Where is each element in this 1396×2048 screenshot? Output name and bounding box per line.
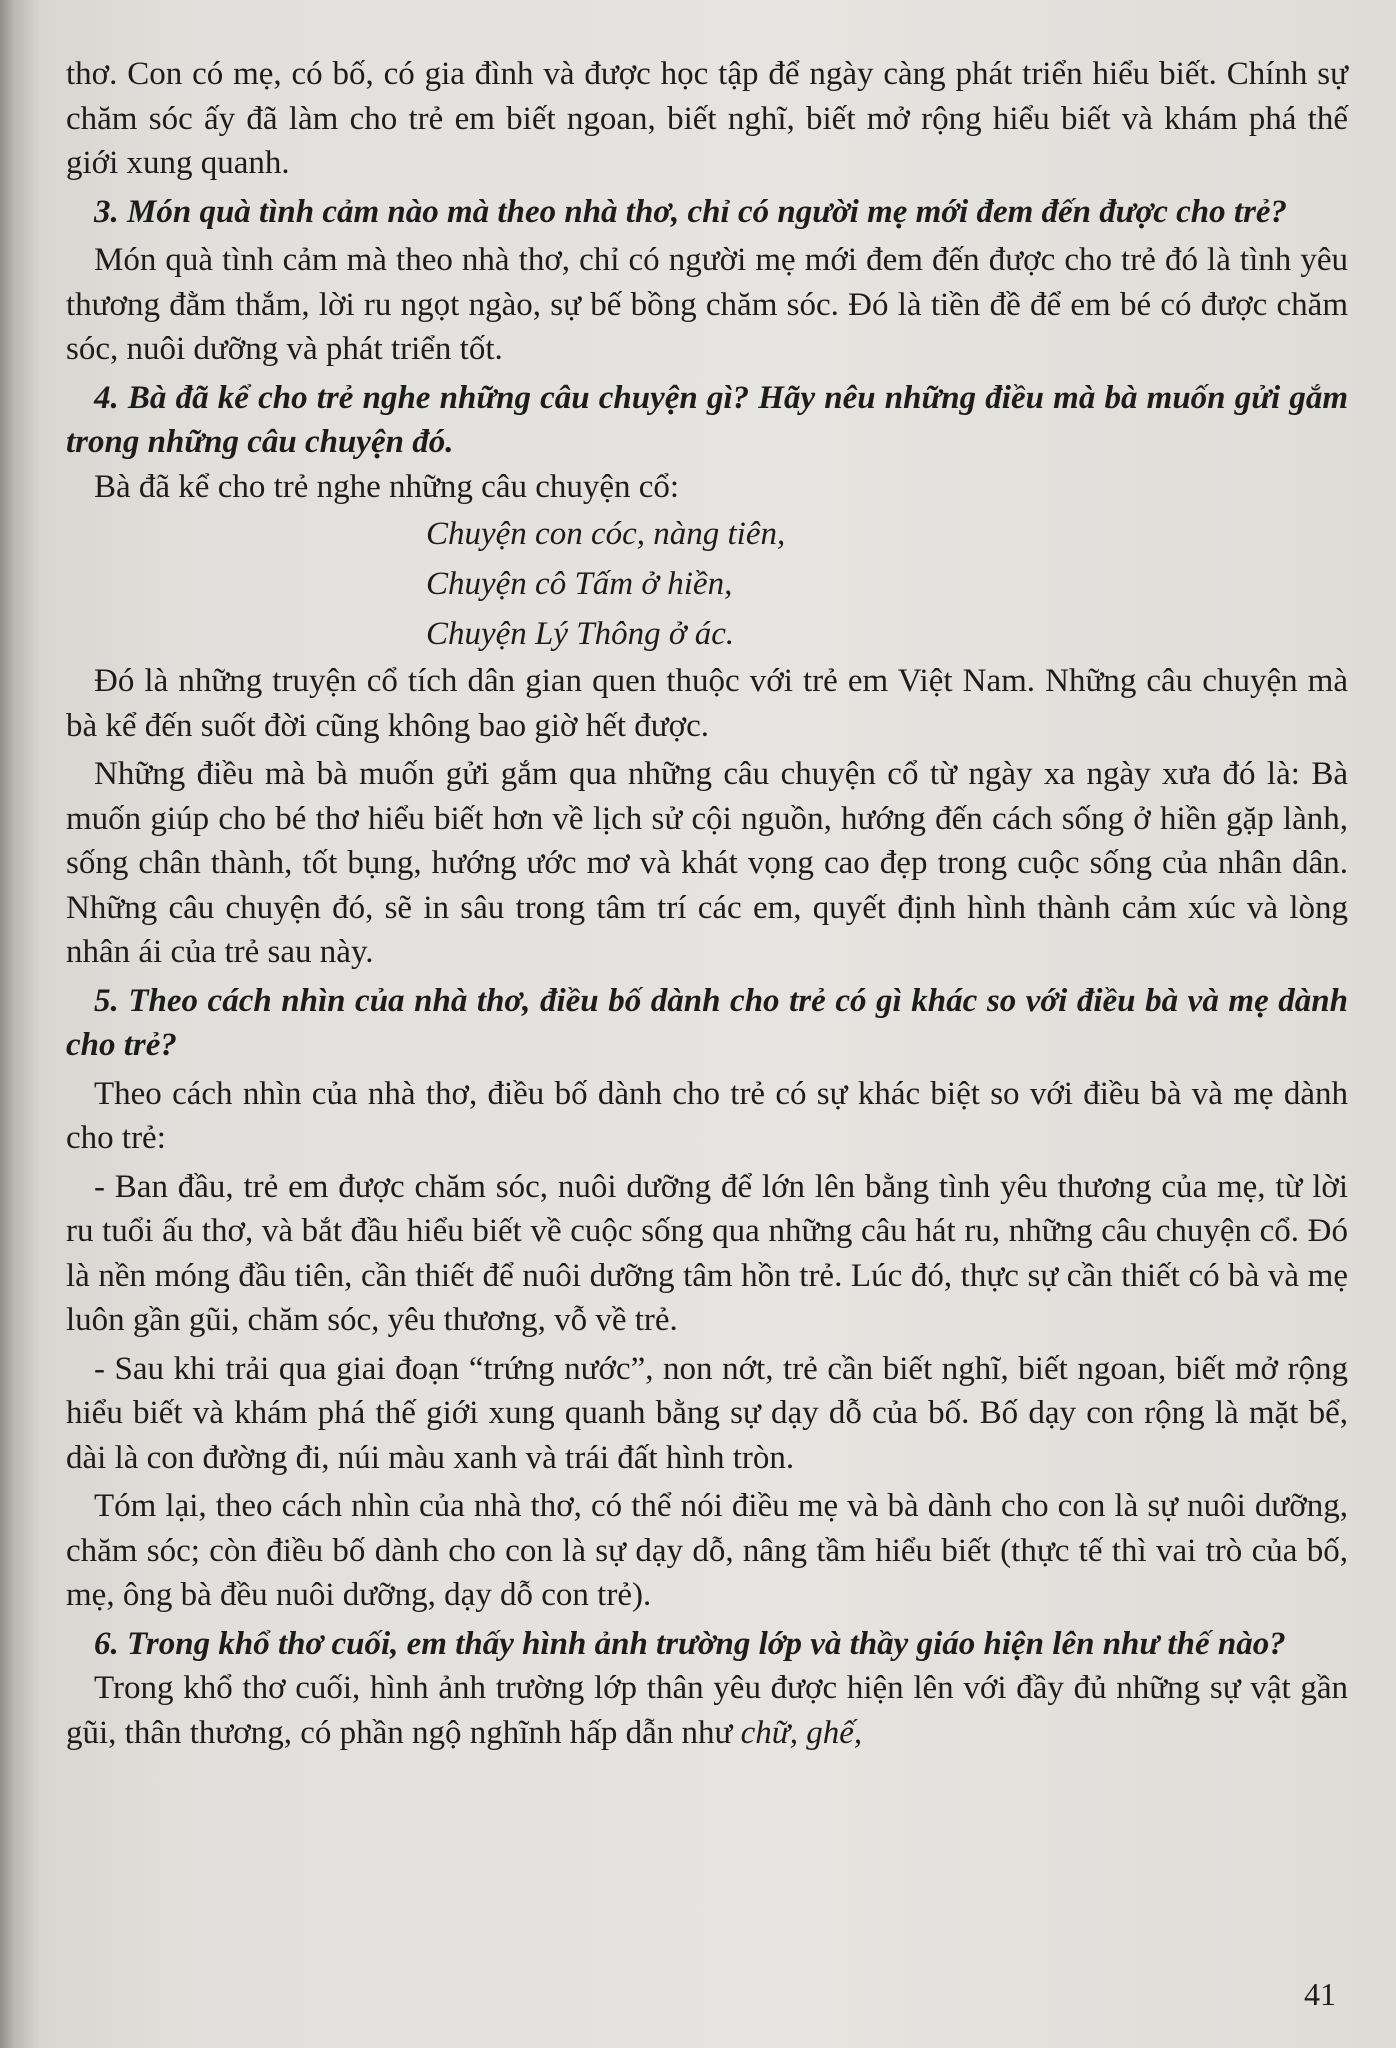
answer-4-paragraph-3: Những điều mà bà muốn gửi gắm qua những câu chuyện cổ từ ngày xa ngày xưa đó là: Bà muốn giúp cho bé thơ hiểu biết hơn về lịch sử cội nguồn, hướng đến cách sống ở hiền gặp lành, sống chân thành, tốt bụng, hướng ước mơ và khát vọng cao đẹp trong cuộc sống của nhân dân. Những câu chuyện đó, sẽ in sâu trong tâm trí các em, quyết định hình thành cảm xúc và lòng nhân ái của trẻ sau này. (66, 756, 1348, 970)
poem-line: Chuyện Lý Thông ở ác. (426, 616, 735, 652)
poem-line: Chuyện cô Tấm ở hiền, (426, 566, 733, 602)
answer-6-italic: chữ, ghế, (740, 1714, 863, 1751)
answer-6 (66, 1666, 1348, 1755)
question-6: 6. Trong khổ thơ cuối, em thấy hình ảnh trường lớp và thầy giáo hiện lên như thế nào? (94, 1625, 1286, 1662)
answer-4-paragraph-2: Đó là những truyện cổ tích dân gian quen thuộc với trẻ em Việt Nam. Những câu chuyện mà bà kể đến suốt đời cũng không bao giờ hết được. (66, 663, 1348, 744)
question-5: 5. Theo cách nhìn của nhà thơ, điều bố dành cho trẻ có gì khác so với điều bà và mẹ dành cho trẻ? (66, 982, 1348, 1063)
poem-quote (426, 509, 1348, 659)
answer-5-bullet-2: - Sau khi trải qua giai đoạn “trứng nước”, non nớt, trẻ cần biết nghĩ, biết ngoan, biết mở rộng hiểu biết và khám phá thế giới xung quanh bằng sự dạy dỗ của bố. Bố dạy con rộng là mặt bể, dài là con đường đi, núi màu xanh và trái đất hình tròn. (66, 1350, 1348, 1476)
answer-6-text: Trong khổ thơ cuối, hình ảnh trường lớp thân yêu được hiện lên với đầy đủ những sự vật gần gũi, thân thương, có phần ngộ nghĩnh hấp dẫn như (66, 1670, 1348, 1751)
poem-line: Chuyện con cóc, nàng tiên, (426, 516, 786, 552)
paragraph-continuation: thơ. Con có mẹ, có bố, có gia đình và được học tập để ngày càng phát triển hiểu biết. Chính sự chăm sóc ấy đã làm cho trẻ em biết ngoan, biết nghĩ, biết mở rộng hiểu biết và khám phá thế giới xung quanh. (66, 56, 1348, 181)
answer-3: Món quà tình cảm mà theo nhà thơ, chỉ có người mẹ mới đem đến được cho trẻ đó là tình yêu thương đằm thắm, lời ru ngọt ngào, sự bế bồng chăm sóc. Đó là tiền đề để em bé có được chăm sóc, nuôi dưỡng và phát triển tốt. (66, 242, 1348, 367)
answer-5-intro: Theo cách nhìn của nhà thơ, điều bố dành cho trẻ có sự khác biệt so với điều bà và mẹ dành cho trẻ: (66, 1075, 1348, 1156)
answer-4-intro: Bà đã kể cho trẻ nghe những câu chuyện cổ: (94, 468, 680, 505)
answer-5-bullet-1: - Ban đầu, trẻ em được chăm sóc, nuôi dưỡng để lớn lên bằng tình yêu thương của mẹ, từ lời ru tuổi ấu thơ, và bắt đầu hiểu biết về cuộc sống qua những câu hát ru, những câu chuyện cổ. Đó là nền móng đầu tiên, cần thiết để nuôi dưỡng tâm hồn trẻ. Lúc đó, thực sự cần thiết có bà và mẹ luôn gần gũi, chăm sóc, yêu thương, vỗ về trẻ. (66, 1168, 1348, 1338)
answer-5-summary: Tóm lại, theo cách nhìn của nhà thơ, có thể nói điều mẹ và bà dành cho con là sự nuôi dưỡng, chăm sóc; còn điều bố dành cho con là sự dạy dỗ, nâng tầm hiểu biết (thực tế thì vai trò của bố, mẹ, ông bà đều nuôi dưỡng, dạy dỗ con trẻ). (66, 1488, 1348, 1613)
question-4: 4. Bà đã kể cho trẻ nghe những câu chuyện gì? Hãy nêu những điều mà bà muốn gửi gắm trong những câu chuyện đó. (66, 379, 1348, 460)
question-3: 3. Món quà tình cảm nào mà theo nhà thơ, chỉ có người mẹ mới đem đến được cho trẻ? (94, 193, 1288, 230)
page-number: 41 (1304, 1976, 1336, 2012)
page-body (66, 52, 1348, 1755)
